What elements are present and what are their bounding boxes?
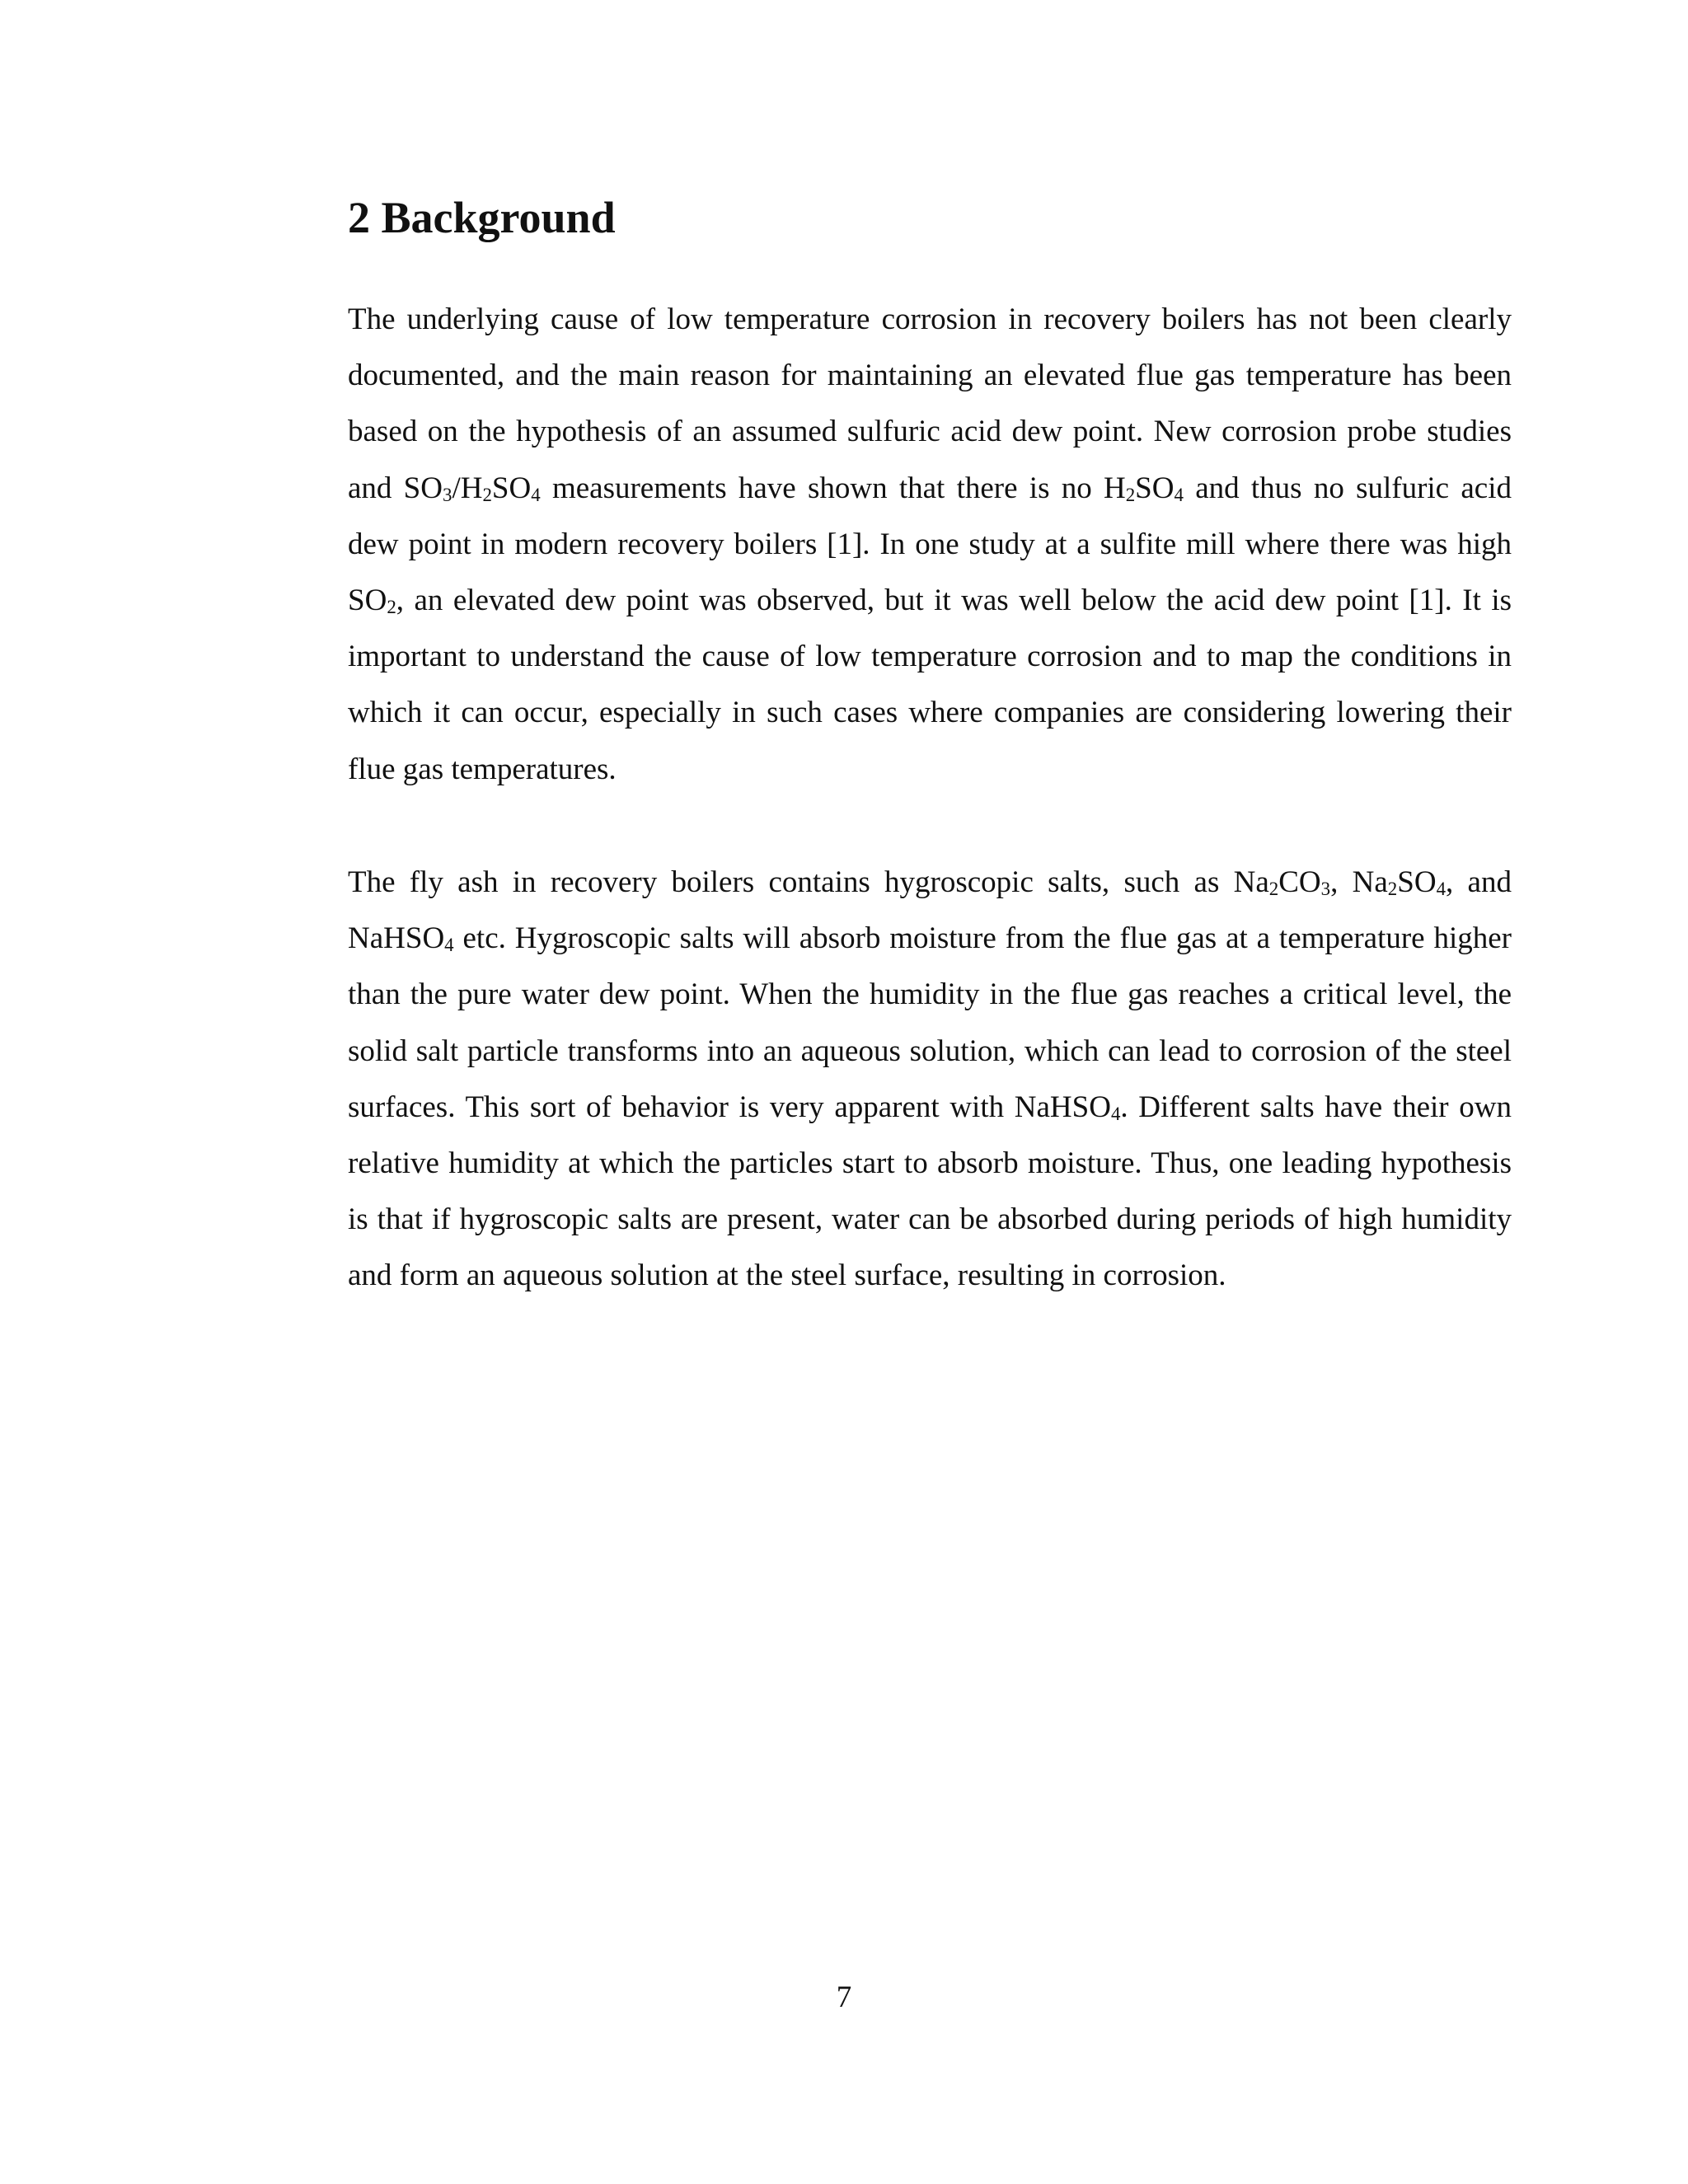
subscript: 4 [1110, 1103, 1121, 1124]
text-run: measurements have shown that there is no H [540, 471, 1126, 505]
text-run: The fly ash in recovery boilers contains hygroscopic salts, such as Na [348, 865, 1269, 899]
subscript: 2 [1125, 484, 1136, 505]
text-run: . Different salts have their own relative humidity at which the particles start to absorb moisture. Thus, one leading hypothesis is that if hygroscopic salts are present, water can be absorbed during periods of high humidity and form an aqueous solution at the steel surface, resulting in corrosion. [348, 1090, 1512, 1293]
text-run: SO [1397, 865, 1437, 899]
section-heading [348, 191, 616, 244]
text-run: and thus no sulfuric acid dew point in modern recovery boilers [1]. In one study at a sulfite mill where there was high SO [348, 471, 1512, 618]
subscript: 2 [1268, 879, 1279, 900]
subscript: 4 [444, 935, 454, 956]
subscript: 2 [1387, 879, 1398, 900]
subscript: 3 [442, 484, 452, 505]
subscript: 3 [1320, 879, 1331, 900]
text-run: , and NaHSO [348, 865, 1512, 956]
paragraph-1 [348, 292, 1512, 798]
subscript: 4 [1436, 879, 1447, 900]
text-run: CO [1278, 865, 1321, 899]
section-title: Background [381, 193, 616, 242]
text-run: etc. Hygroscopic salts will absorb moisture from the flue gas at a temperature higher than the pure water dew point. When the humidity in the flue gas reaches a critical level, the solid salt particle transforms into an aqueous solution, which can lead to corrosion of the steel surfaces. This sort of behavior is very apparent with NaHSO [348, 921, 1512, 1124]
text-run: The underlying cause of low temperature corrosion in recovery boilers has not been clearly documented, and the main reason for maintaining an elevated flue gas temperature has been based on the hypothesis of an assumed sulfuric acid dew point. New corrosion probe studies and SO [348, 302, 1512, 505]
subscript: 4 [1174, 484, 1184, 505]
subscript: 4 [531, 484, 541, 505]
text-run: SO [491, 471, 532, 505]
page-number: 7 [836, 1980, 852, 2014]
section-number: 2 [348, 193, 370, 242]
paragraph-2 [348, 855, 1512, 1305]
subscript: 2 [482, 484, 492, 505]
text-run: SO [1135, 471, 1175, 505]
text-run: , Na [1330, 865, 1388, 899]
text-run: , an elevated dew point was observed, but it was well below the acid dew point [1]. It is important to understand the cause of low temperature corrosion and to map the conditions in which it can occur, especially in such cases where companies are considering lowering their flue gas temperatures. [348, 583, 1512, 786]
text-run: /H [452, 471, 483, 505]
subscript: 2 [387, 597, 396, 618]
